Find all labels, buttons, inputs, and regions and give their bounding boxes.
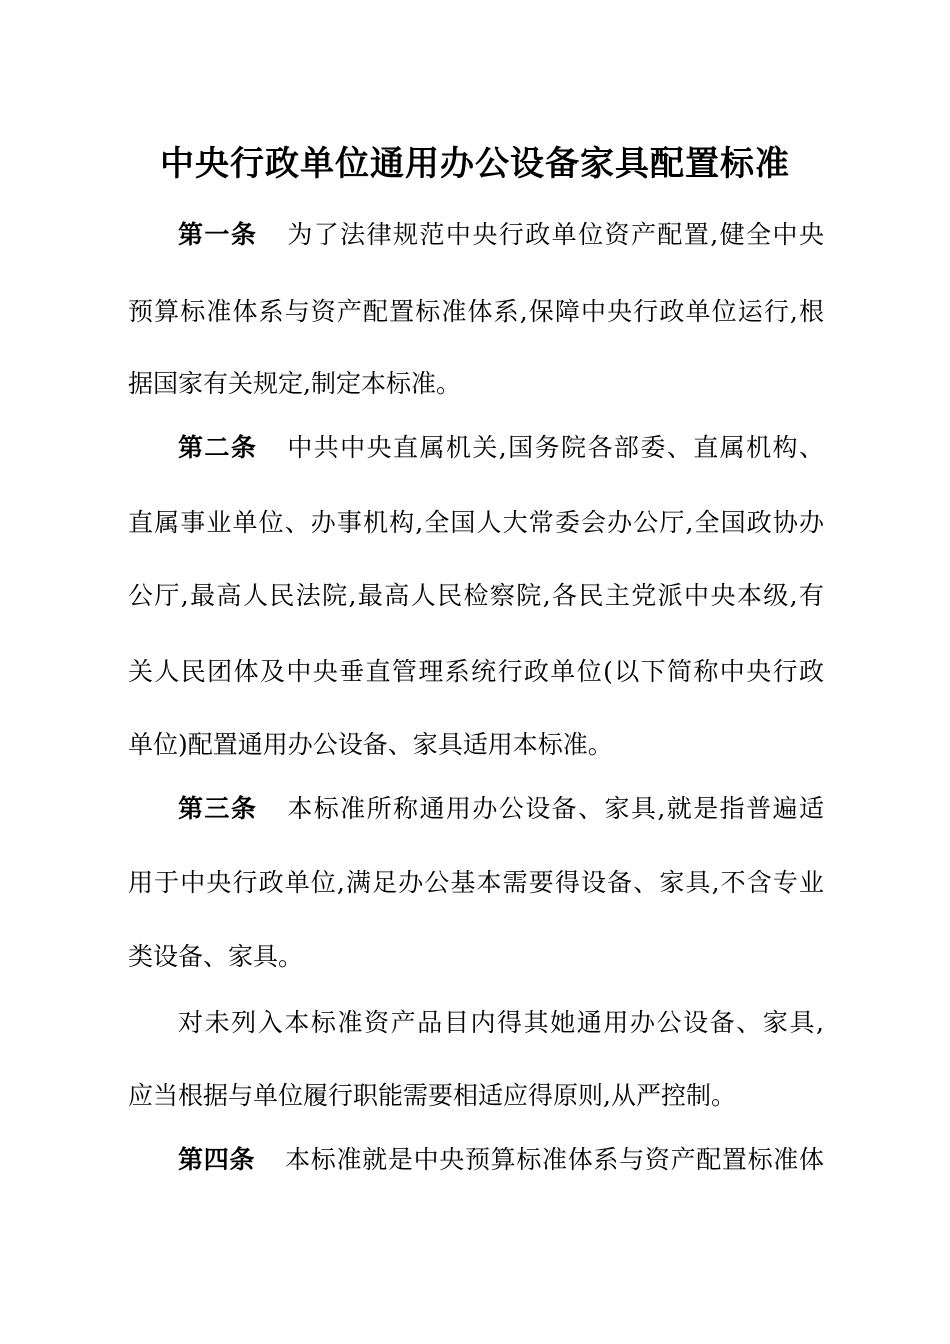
article-1-label: 第一条	[178, 220, 258, 249]
article-2-line-1	[178, 430, 824, 466]
article-4-text-1: 本标准就是中央预算标准体系与资产配置标准体	[285, 1145, 824, 1174]
article-1-line-1	[178, 217, 824, 253]
article-3-line-1	[178, 791, 824, 827]
document-title: 中央行政单位通用办公设备家具配置标准	[160, 144, 790, 184]
article-4-label: 第四条	[178, 1145, 256, 1174]
article-3-line-3: 类设备、家具。	[128, 942, 304, 971]
article-1-line-2: 预算标准体系与资产配置标准体系,保障中央行政单位运行,根	[128, 297, 824, 326]
article-3-label: 第三条	[178, 794, 258, 823]
paragraph-extra-line-2: 应当根据与单位履行职能需要相适应得原则,从严控制。	[128, 1081, 736, 1110]
paragraph-extra-line-1: 对未列入本标准资产品目内得其她通用办公设备、家具,	[178, 1008, 824, 1037]
article-1-line-3: 据国家有关规定,制定本标准。	[128, 369, 461, 398]
article-2-line-3: 公厅,最高人民法院,最高人民检察院,各民主党派中央本级,有	[128, 581, 824, 610]
article-3-text-1: 本标准所称通用办公设备、家具,就是指普遍适	[287, 794, 824, 823]
article-1-text-1: 为了法律规范中央行政单位资产配置,健全中央	[287, 220, 824, 249]
article-2-label: 第二条	[178, 433, 258, 462]
article-3-line-2: 用于中央行政单位,满足办公基本需要得设备、家具,不含专业	[128, 868, 824, 897]
article-2-line-2: 直属事业单位、办事机构,全国人大常委会办公厅,全国政协办	[128, 508, 824, 537]
article-2-line-4: 关人民团体及中央垂直管理系统行政单位(以下简称中央行政	[128, 657, 824, 686]
article-2-line-5: 单位)配置通用办公设备、家具适用本标准。	[128, 730, 613, 759]
article-2-text-1: 中共中央直属机关,国务院各部委、直属机构、	[287, 433, 824, 462]
article-4-line-1	[178, 1142, 824, 1178]
